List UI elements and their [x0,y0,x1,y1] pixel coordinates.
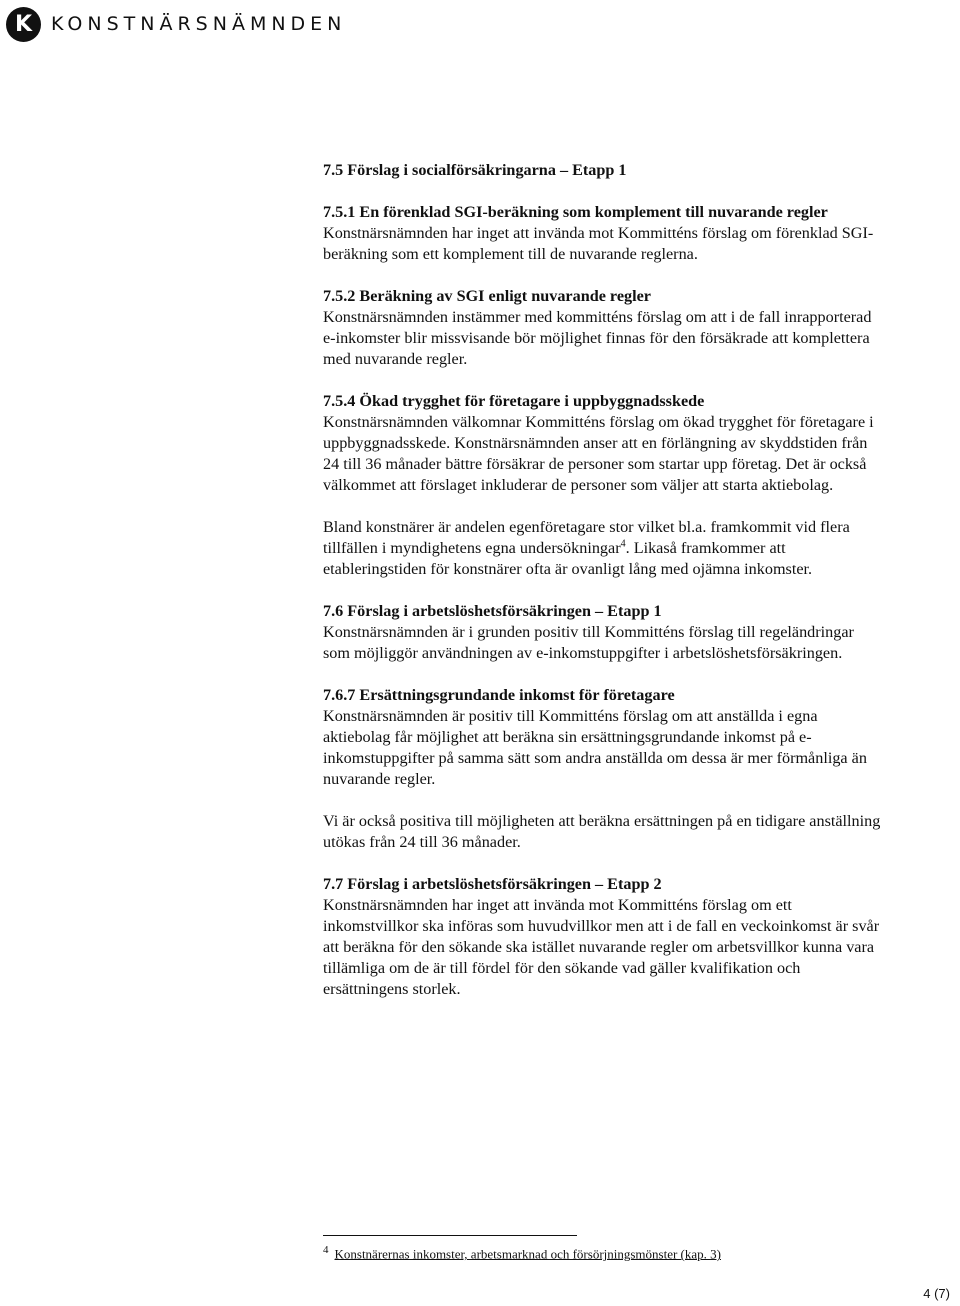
section-7-5-4 [323,391,883,496]
section-heading: 7.5.1 En förenklad SGI-beräkning som komplement till nuvarande regler [323,203,828,221]
section-body: Konstnärsnämnden välkomnar Kommitténs förslag om ökad trygghet för företagare i uppbyggnadsskede. Konstnärsnämnden anser att en förlängning av skyddstiden från 24 till 36 månader bättre försäkrar de personer som startar upp företag. Det är också välkommet att förslaget inkluderar de personer som väljer att starta aktiebolag. [323,413,874,494]
footnote-number: 4 [323,1244,329,1256]
footnote-text: Konstnärernas inkomster, arbetsmarknad och försörjningsmönster (kap. 3) [334,1246,721,1262]
section-heading: 7.5.2 Beräkning av SGI enligt nuvarande regler [323,287,651,305]
paragraph-text: . Likaså framkommer att etableringstiden för konstnärer ofta är ovanligt lång med ojämna inkomster. [323,539,813,578]
section-body: Konstnärsnämnden instämmer med kommitténs förslag om att i de fall inrapporterad e-inkomster blir missvisande bör möjlighet finnas för den försäkrade att komplettera med nuvarande regler. [323,308,872,368]
section-7-5-1 [323,202,883,265]
section-7-6-7-paragraph-2 [323,811,883,853]
section-7-5-4-paragraph-2 [323,517,883,580]
section-7-5-2 [323,286,883,370]
paragraph-text: Bland konstnärer är andelen egenföretagare stor vilket bl.a. framkommit vid flera tillfällen i myndighetens egna undersökningar [323,518,850,557]
footnote-reference: 4 [620,538,626,550]
section-body: Konstnärsnämnden har inget att invända mot Kommitténs förslag om förenklad SGI-beräkning som ett komplement till de nuvarande reglerna. [323,224,874,263]
section-heading: 7.6.7 Ersättningsgrundande inkomst för företagare [323,686,675,704]
section-heading: 7.6 Förslag i arbetslöshetsförsäkringen – Etapp 1 [323,602,662,620]
page-number: 4 (7) [923,1286,950,1301]
section-body: Konstnärsnämnden har inget att invända mot Kommitténs förslag om ett inkomstvillkor ska införas som huvudvillkor men att i de fall en veckoinkomst är svår att beräkna för den sökande ska istället nuvarande regler om arbetsvillkor kunna vara tillämliga om de är till fördel för den sökande vad gäller kvalifikation och ersättningens storlek. [323,896,880,998]
logo-mark: K [6,7,41,42]
footnote-divider [323,1235,577,1236]
section-body: Konstnärsnämnden är i grunden positiv till Kommitténs förslag till regeländringar som möjliggör användningen av e-inkomstuppgifter i arbetslöshetsförsäkringen. [323,623,854,662]
section-heading: 7.5 Förslag i socialförsäkringarna – Etapp 1 [323,161,627,179]
section-7-6-7 [323,685,883,790]
document-body [323,160,883,1021]
section-body: Konstnärsnämnden är positiv till Kommitténs förslag om att anställda i egna aktiebolag får möjlighet att beräkna sin ersättningsgrundande inkomst på e-inkomstuppgifter på samma sätt som andra anställda om dessa är mer förmånliga än nuvarande regler. [323,707,867,788]
section-7-5 [323,160,883,181]
section-heading: 7.7 Förslag i arbetslöshetsförsäkringen – Etapp 2 [323,875,662,893]
section-heading: 7.5.4 Ökad trygghet för företagare i uppbyggnadsskede [323,392,705,410]
footnote [323,1244,721,1262]
section-7-6 [323,601,883,664]
header-logo [6,3,346,45]
paragraph-text: Vi är också positiva till möjligheten att beräkna ersättningen på en tidigare anställning utökas från 24 till 36 månader. [323,812,881,851]
logo-text: KONSTNÄRSNÄMNDEN [51,13,347,35]
section-7-7 [323,874,883,1000]
